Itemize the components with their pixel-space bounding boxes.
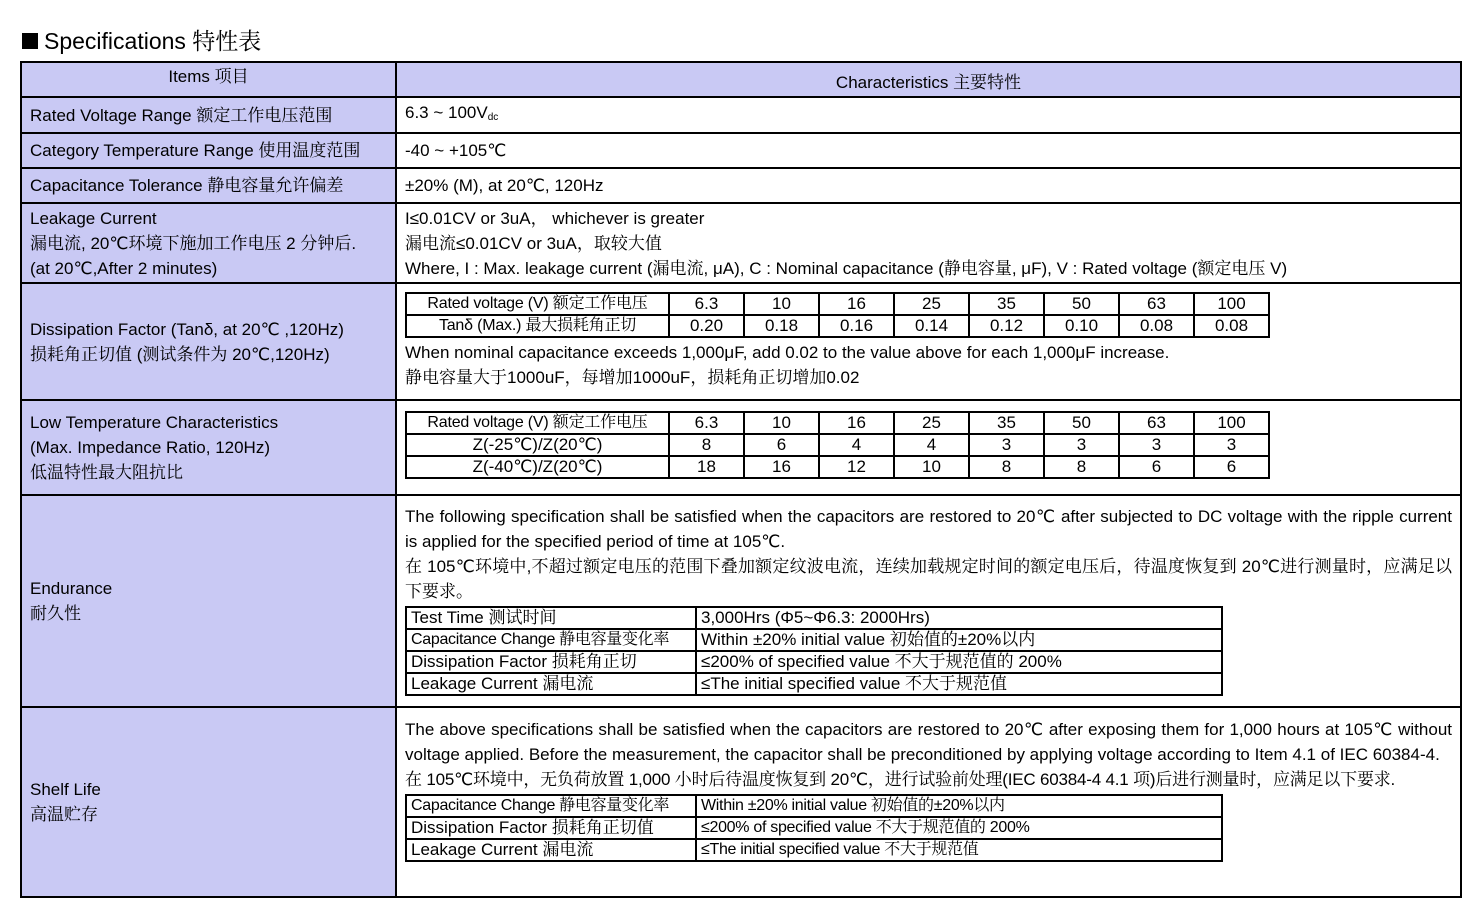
z40-cell: 12 [819, 456, 894, 478]
shelf-key: Leakage Current 漏电流 [406, 839, 696, 861]
tan-cell: 0.12 [969, 315, 1044, 337]
endurance-val: 3,000Hrs (Φ5~Φ6.3: 2000Hrs) [696, 607, 1222, 629]
capacitance-tolerance-label: Capacitance Tolerance 静电容量允许偏差 [21, 168, 396, 203]
endurance-val: ≤The initial specified value 不大于规范值 [696, 673, 1222, 695]
z25-cell: 4 [819, 434, 894, 456]
endurance-key: Dissipation Factor 损耗角正切 [406, 651, 696, 673]
tan-cell: 0.14 [894, 315, 969, 337]
endurance-val: Within ±20% initial value 初始值的±20%以内 [696, 629, 1222, 651]
voltage-cell: 63 [1119, 412, 1194, 434]
shelf-key: Dissipation Factor 损耗角正切值 [406, 817, 696, 839]
rated-voltage-row-label: Rated voltage (V) 额定工作电压 [406, 293, 669, 315]
dissipation-factor-label: Dissipation Factor (Tanδ, at 20℃ ,120Hz) 损耗角正切值 (测试条件为 20℃,120Hz) [21, 283, 396, 400]
rated-voltage-value: 6.3 ~ $100V_{dc}$ [396, 97, 1461, 133]
voltage-cell: 25 [894, 293, 969, 315]
shelf-life-value [396, 707, 1461, 897]
capacitance-tolerance-value: ±20% (M), at 20℃, 120Hz [396, 168, 1461, 203]
z25-cell: 6 [744, 434, 819, 456]
shelf-key: Capacitance Change 静电容量变化率 [406, 795, 696, 817]
rated-voltage-row-label: Rated voltage (V) 额定工作电压 [406, 412, 669, 434]
endurance-text-cn: 在 105℃环境中,不超过额定电压的范围下叠加额定纹波电流，连续加载规定时间的额定电压后，待温度恢复到 20℃进行测量时，应满足以下要求。 [405, 557, 1452, 601]
low-temperature-value [396, 400, 1461, 495]
z25-cell: 3 [1044, 434, 1119, 456]
voltage-cell: 25 [894, 412, 969, 434]
leakage-current-label: Leakage Current 漏电流, 20℃环境下施加工作电压 2 分钟后. (at 20℃,After 2 minutes) [21, 203, 396, 283]
voltage-cell: 50 [1044, 412, 1119, 434]
tan-delta-row-label: Tanδ (Max.) 最大损耗角正切 [406, 315, 669, 337]
tan-cell: 0.10 [1044, 315, 1119, 337]
voltage-cell: 100 [1194, 293, 1269, 315]
page-title-text: Specifications 特性表 [44, 28, 262, 54]
shelf-val: ≤200% of specified value 不大于规范值的 200% [696, 817, 1222, 839]
tan-cell: 0.16 [819, 315, 894, 337]
endurance-table [405, 606, 1223, 696]
endurance-key: Test Time 测试时间 [406, 607, 696, 629]
header-characteristics: Characteristics 主要特性 [396, 62, 1461, 97]
tan-cell: 0.08 [1194, 315, 1269, 337]
endurance-value [396, 495, 1461, 707]
endurance-text-en: The following specification shall be satisfied when the capacitors are restored to 20℃ after subjected to DC voltage with the ripple current is applied for the specified period of time at 105℃. [405, 507, 1452, 551]
dissipation-factor-value [396, 283, 1461, 400]
voltage-cell: 10 [744, 293, 819, 315]
z40-cell: 16 [744, 456, 819, 478]
voltage-cell: 16 [819, 293, 894, 315]
shelf-text-en: The above specifications shall be satisfied when the capacitors are restored to 20℃ after exposing them for 1,000 hours at 105℃ without voltage applied. Before the measurement, the capacitor shall be preconditioned by applying voltage according to Item 4.1 of IEC 60384-4. [405, 720, 1452, 764]
z40-cell: 8 [1044, 456, 1119, 478]
voltage-cell: 63 [1119, 293, 1194, 315]
shelf-life-label: Shelf Life 高温贮存 [21, 707, 396, 897]
endurance-key: Leakage Current 漏电流 [406, 673, 696, 695]
tan-cell: 0.08 [1119, 315, 1194, 337]
z25-cell: 8 [669, 434, 744, 456]
z25-cell: 3 [1194, 434, 1269, 456]
z40-row-label: Z(-40℃)/Z(20℃) [406, 456, 669, 478]
voltage-cell: 50 [1044, 293, 1119, 315]
endurance-key: Capacitance Change 静电容量变化率 [406, 629, 696, 651]
low-temperature-label: Low Temperature Characteristics (Max. Impedance Ratio, 120Hz) 低温特性最大阻抗比 [21, 400, 396, 495]
category-temperature-value: -40 ~ +105℃ [396, 133, 1461, 168]
dissipation-note-en: When nominal capacitance exceeds 1,000μF, add 0.02 to the value above for each 1,000μF increase. [405, 343, 1170, 362]
voltage-cell: 16 [819, 412, 894, 434]
shelf-text-cn: 在 105℃环境中，无负荷放置 1,000 小时后待温度恢复到 20℃，进行试验前处理(IEC 60384-4 4.1 项)后进行测量时，应满足以下要求. [405, 770, 1396, 789]
tan-cell: 0.18 [744, 315, 819, 337]
tan-cell: 0.20 [669, 315, 744, 337]
tan-delta-table [405, 292, 1270, 338]
page-title [22, 26, 261, 56]
square-bullet-icon [22, 33, 38, 49]
z25-cell: 3 [969, 434, 1044, 456]
z40-cell: 10 [894, 456, 969, 478]
shelf-life-table [405, 794, 1223, 862]
specifications-table [20, 61, 1462, 898]
z25-cell: 4 [894, 434, 969, 456]
z40-cell: 6 [1194, 456, 1269, 478]
voltage-cell: 100 [1194, 412, 1269, 434]
z40-cell: 8 [969, 456, 1044, 478]
dissipation-note-cn: 静电容量大于1000uF，每增加1000uF，损耗角正切增加0.02 [405, 368, 860, 387]
z25-cell: 3 [1119, 434, 1194, 456]
rated-voltage-label: Rated Voltage Range 额定工作电压范围 [21, 97, 396, 133]
voltage-cell: 6.3 [669, 293, 744, 315]
z40-cell: 6 [1119, 456, 1194, 478]
z25-row-label: Z(-25℃)/Z(20℃) [406, 434, 669, 456]
voltage-cell: 10 [744, 412, 819, 434]
endurance-val: ≤200% of specified value 不大于规范值的 200% [696, 651, 1222, 673]
voltage-cell: 6.3 [669, 412, 744, 434]
voltage-cell: 35 [969, 293, 1044, 315]
z40-cell: 18 [669, 456, 744, 478]
leakage-current-value: I≤0.01CV or 3uA， whichever is greater 漏电流≤0.01CV or 3uA，取较大值 Where, I : Max. leakage current (漏电流, μA), C : Nominal capacitance (静电容量, μF), V : Rated voltage (额定电压 V) [396, 203, 1461, 283]
header-items: Items 项目 [21, 62, 396, 97]
category-temperature-label: Category Temperature Range 使用温度范围 [21, 133, 396, 168]
endurance-label: Endurance 耐久性 [21, 495, 396, 707]
impedance-ratio-table [405, 411, 1270, 479]
shelf-val: Within ±20% initial value 初始值的±20%以内 [696, 795, 1222, 817]
shelf-val: ≤The initial specified value 不大于规范值 [696, 839, 1222, 861]
voltage-cell: 35 [969, 412, 1044, 434]
